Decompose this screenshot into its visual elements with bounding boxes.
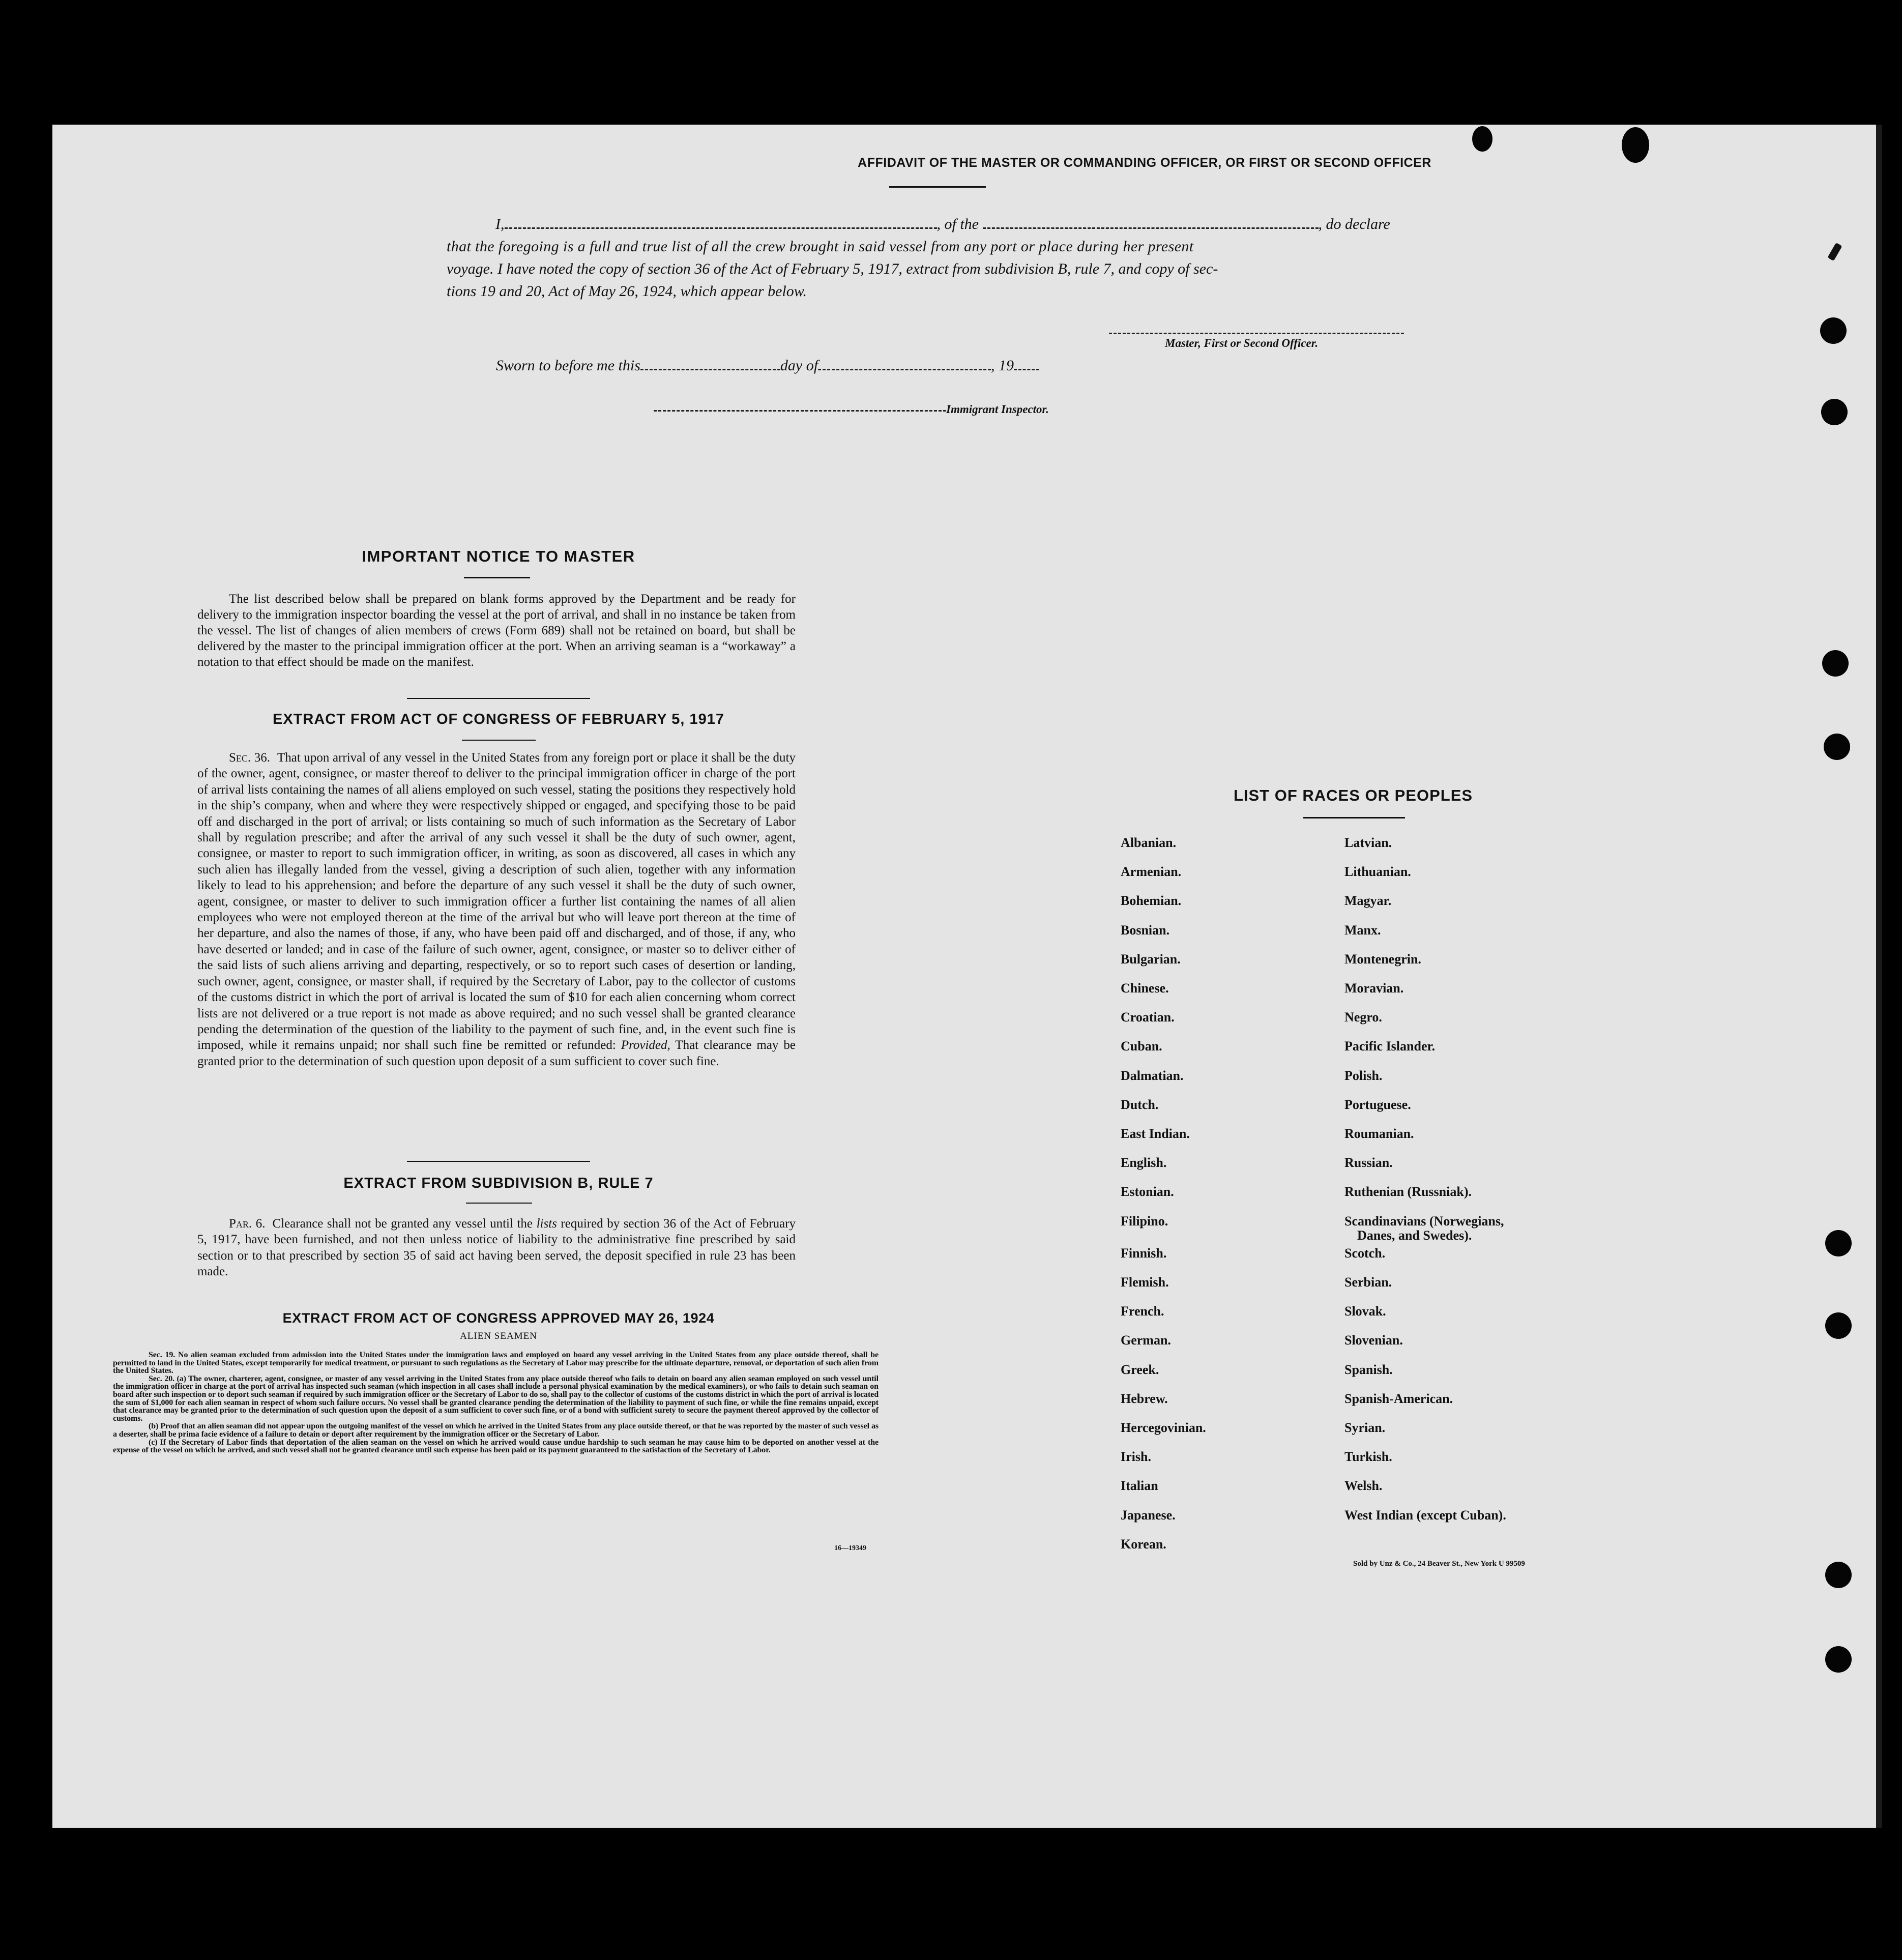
inspector-signature-blank[interactable]: [654, 406, 946, 412]
sec36-label: Sec. 36.: [229, 751, 270, 765]
race-item: Dutch.: [1121, 1097, 1159, 1112]
race-item: Spanish-American.: [1344, 1391, 1453, 1406]
rule7-underline: [466, 1203, 532, 1204]
race-item: Dalmatian.: [1121, 1068, 1184, 1083]
race-item: German.: [1121, 1333, 1171, 1348]
notice-body: The list described below shall be prepared on blank forms approved by the Department and be ready for delivery to the immigration inspector boarding the vessel at the port of arrival, and shall in no instance be taken from the vessel. The list of changes of alien members of crews (Form 689) shall not be retained on board, but shall be delivered by the master to the principal immigration officer at the port. When an arriving seaman is a “workaway” a notation to that effect should be made on the manifest.: [197, 592, 796, 669]
race-item: French.: [1121, 1304, 1164, 1319]
sworn-line: [496, 357, 1039, 374]
extract-1924-body: [113, 1351, 879, 1454]
punch-hole: [1472, 126, 1493, 152]
race-item: Latvian.: [1344, 835, 1392, 850]
punch-hole: [1825, 1312, 1852, 1339]
sworn-day-blank[interactable]: [640, 365, 780, 370]
rule7-text-b: required by section 36 of the Act of February 5, 1917, have been furnished, and not then unless notice of liability to the administrative fine prescribed by said section or to that prescribed by section 35 of said act having been served, the deposit specified in rule 23 has been made.: [197, 1217, 796, 1279]
race-item: Bohemian.: [1121, 893, 1182, 909]
race-item: Manx.: [1344, 922, 1381, 938]
race-item: Finnish.: [1121, 1245, 1167, 1261]
punch-hole: [1825, 1562, 1852, 1588]
race-item: Hebrew.: [1121, 1391, 1168, 1406]
sec20c-text: (c) If the Secretary of Labor finds that deportation of the alien seaman on the vessel on which he arrived would cause undue hardship to such seaman he may cause him to be deported on another vessel at the expense of the vessel on which he arrived, and such vessel shall not be granted clearance until such expense has been paid or its payment guaranteed to the satisfaction of the Secretary of Labor.: [113, 1438, 879, 1455]
race-item: West Indian (except Cuban).: [1344, 1507, 1506, 1523]
seller-note: Sold by Unz & Co., 24 Beaver St., New York U 99509: [1353, 1560, 1525, 1568]
punch-hole: [1821, 399, 1848, 425]
rule7-lists: lists: [536, 1217, 557, 1231]
rule7-body: [197, 1216, 796, 1280]
race-item: Polish.: [1344, 1068, 1383, 1083]
race-item: Scotch.: [1344, 1245, 1386, 1261]
vessel-blank[interactable]: [983, 223, 1319, 229]
race-item: Negro.: [1344, 1010, 1382, 1025]
affidavit-line4: tions 19 and 20, Act of May 26, 1924, which appear below.: [447, 283, 807, 300]
race-item: Italian: [1121, 1478, 1158, 1494]
extract-1924-subtitle: ALIEN SEAMEN: [460, 1331, 537, 1341]
rule7-text-a: Clearance shall not be granted any vessel until the: [272, 1217, 533, 1231]
race-item: Syrian.: [1344, 1420, 1386, 1435]
extract-1917-body: [197, 750, 796, 1069]
proviso-text: That clearance may be granted prior to the determination of such question upon deposit of a sum sufficient to cover such fine.: [197, 1038, 796, 1068]
page-edge: [1876, 125, 1882, 1828]
race-item: Chinese.: [1121, 981, 1169, 996]
race-item: Portuguese.: [1344, 1097, 1411, 1112]
affidavit-title: AFFIDAVIT OF THE MASTER OR COMMANDING OFFICER, OR FIRST OR SECOND OFFICER: [858, 156, 1431, 170]
race-item: Lithuanian.: [1344, 864, 1411, 880]
extract-1917-underline: [462, 740, 536, 741]
par6-label: Par. 6.: [229, 1217, 266, 1231]
race-item: Spanish.: [1344, 1362, 1393, 1377]
race-item: Moravian.: [1344, 981, 1404, 996]
sworn-day-of: day of: [780, 357, 818, 374]
race-item: Korean.: [1121, 1536, 1166, 1552]
race-item: Flemish.: [1121, 1275, 1169, 1290]
race-item: Scandinavians (Norwegians,: [1344, 1213, 1504, 1228]
affidavit-i: I,: [495, 216, 505, 232]
race-item: Japanese.: [1121, 1507, 1176, 1523]
race-item: Magyar.: [1344, 893, 1392, 909]
form-number: 16—19349: [834, 1544, 866, 1552]
rule7-title: EXTRACT FROM SUBDIVISION B, RULE 7: [343, 1175, 654, 1191]
punch-hole: [1822, 650, 1849, 677]
race-item: Ruthenian (Russniak).: [1344, 1184, 1472, 1200]
extract-1917-title: EXTRACT FROM ACT OF CONGRESS OF FEBRUARY 5, 1917: [272, 711, 725, 727]
master-label: Master, First or Second Officer.: [1165, 337, 1319, 349]
race-item: Russian.: [1344, 1155, 1393, 1171]
sworn-year-blank[interactable]: [1014, 365, 1039, 370]
affidavit-line3: voyage. I have noted the copy of section 36 of the Act of February 5, 1917, extract from subdivision B, rule 7, and copy of sec-: [447, 260, 1218, 277]
sworn-year: , 19: [991, 357, 1014, 374]
race-item: Armenian.: [1121, 864, 1182, 880]
race-item: Estonian.: [1121, 1184, 1174, 1200]
proviso-word: Provided,: [621, 1038, 670, 1052]
race-item: Montenegrin.: [1344, 951, 1421, 967]
sec36-text: That upon arrival of any vessel in the United States from any foreign port or place it shall be the duty of the owner, agent, consignee, or master thereof to deliver to the principal immigration officer in charge of the port of arrival lists containing the names of all aliens employed on such vessel, stating the positions they respectively hold in the ship’s company, when and where they were respectively shipped or engaged, and specifying those to be paid off and discharged in the port of arrival; or lists containing so much of such information as the Secretary of Labor shall by regulation prescribe; and after the arrival of any such vessel it shall be the duty of such owner, agent, consignee, or master to report to such immigration officer, in writing, as soon as discovered, all cases in which any such alien has illegally landed from the vessel, giving a description of such alien, together with any information likely to lead to his apprehension; and before the departure of any such vessel it shall be the duty of such owner, agent, consignee, or master to deliver to such immigration officer a further list containing the names of all alien employees who were not employed thereon at the time of the arrival but who will leave port thereon at the time of her departure, and also the names of those, if any, who have been paid off and discharged, and of those, if any, who have deserted or landed; and in case of the failure of such owner, agent, consignee, or master so to deliver either of the said lists of such aliens arriving and departing, respectively, or so to report such cases of desertion or landing, such owner, agent, consignee, or master shall, if required by the Secretary of Labor, pay to the collector of customs of the customs district in which the port of arrival is located the sum of $10 for each alien concerning whom correct lists are not delivered or a true report is not made as above required; and no such vessel shall be granted clearance pending the determination of the question of the liability to the payment of such fine, and, in the event such fine is imposed, while it remains unpaid; nor shall such fine be remitted or refunded:: [197, 751, 796, 1052]
race-item: Hercegovinian.: [1121, 1420, 1206, 1435]
sec20a-text: Sec. 20. (a) The owner, charterer, agent, consignee, or master of any vessel arriving in the United States from any place outside thereof who fails to detain on board any alien seaman employed on such vessel until the immigration officer in charge at the port of arrival has inspected such seaman (which inspection in all cases shall include a personal physical examination by the medical examiners), or who fails to detain such seaman on board after such inspection or to deport such seaman if required by such immigration officer or the Secretary of Labor to do so, shall pay to the collector of customs of the customs district in which the port of arrival is located the sum of $1,000 for each alien seaman in respect of whom such failure occurs. No vessel shall be granted clearance pending the determination of the liability to payment of such fine, or while the fine remains unpaid, except that clearance may be granted prior to the determination of such question upon the deposit of a sum sufficient to cover such fine, or of a bond with sufficient surety to secure the payment thereof approved by the collector of customs.: [113, 1374, 879, 1423]
affidavit-of-the: , of the: [937, 216, 979, 232]
punch-hole: [1824, 734, 1850, 760]
separator: [407, 1161, 590, 1162]
affidavit-declare: , do declare: [1318, 216, 1390, 232]
punch-hole: [1820, 317, 1847, 344]
race-item: Turkish.: [1344, 1449, 1392, 1465]
race-item: Slovenian.: [1344, 1333, 1403, 1348]
race-item: Cuban.: [1121, 1039, 1162, 1054]
race-item: Croatian.: [1121, 1010, 1175, 1025]
race-item: Pacific Islander.: [1344, 1039, 1436, 1054]
race-item: English.: [1121, 1155, 1167, 1171]
name-blank[interactable]: [505, 223, 937, 229]
race-item: East Indian.: [1121, 1126, 1190, 1141]
inspector-label: Immigrant Inspector.: [946, 403, 1049, 416]
extract-1924-title: EXTRACT FROM ACT OF CONGRESS APPROVED MAY 26, 1924: [282, 1310, 715, 1326]
race-item: Roumanian.: [1344, 1126, 1414, 1141]
races-title: LIST OF RACES OR PEOPLES: [1233, 786, 1473, 804]
sworn-month-blank[interactable]: [818, 365, 991, 370]
races-underline: [1303, 817, 1405, 818]
punch-hole: [1825, 1646, 1852, 1673]
sec20b-text: (b) Proof that an alien seaman did not appear upon the outgoing manifest of the vessel on which he arrived in the United States from any place outside thereof, or that he was reported by the master of such vessel as a deserter, shall be prima facie evidence of a failure to detain or deport after requirement by the immigration officer or the Secretary of Labor.: [113, 1422, 879, 1439]
punch-hole: [1825, 1230, 1852, 1256]
race-item: Filipino.: [1121, 1213, 1168, 1228]
race-item: Bulgarian.: [1121, 951, 1181, 967]
race-item: Danes, and Swedes).: [1357, 1227, 1472, 1243]
notice-title: IMPORTANT NOTICE TO MASTER: [362, 547, 635, 565]
affidavit-line1: [447, 216, 1439, 233]
race-item: Greek.: [1121, 1362, 1159, 1377]
race-item: Bosnian.: [1121, 922, 1170, 938]
race-item: Albanian.: [1121, 835, 1177, 850]
title-underline: [889, 186, 986, 188]
race-item: Slovak.: [1344, 1304, 1386, 1319]
race-item: Welsh.: [1344, 1478, 1383, 1494]
race-item: Serbian.: [1344, 1275, 1392, 1290]
sworn-prefix: Sworn to before me this: [496, 357, 640, 374]
notice-underline: [464, 577, 530, 578]
sec19-text: Sec. 19. No alien seaman excluded from admission into the United States under the immigration laws and employed on board any vessel arriving in the United States from any place outside thereof, shall be permitted to land in the United States, except temporarily for medical treatment, or pursuant to such regulations as the Secretary of Labor may prescribe for the ultimate departure, removal, or deportation of such alien from the United States.: [113, 1351, 879, 1376]
separator: [407, 698, 590, 699]
race-item: Irish.: [1121, 1449, 1151, 1465]
master-signature-blank[interactable]: [1109, 329, 1404, 334]
affidavit-line2: that the foregoing is a full and true list of all the crew brought in said vessel from any port or place during her present: [447, 238, 1194, 255]
